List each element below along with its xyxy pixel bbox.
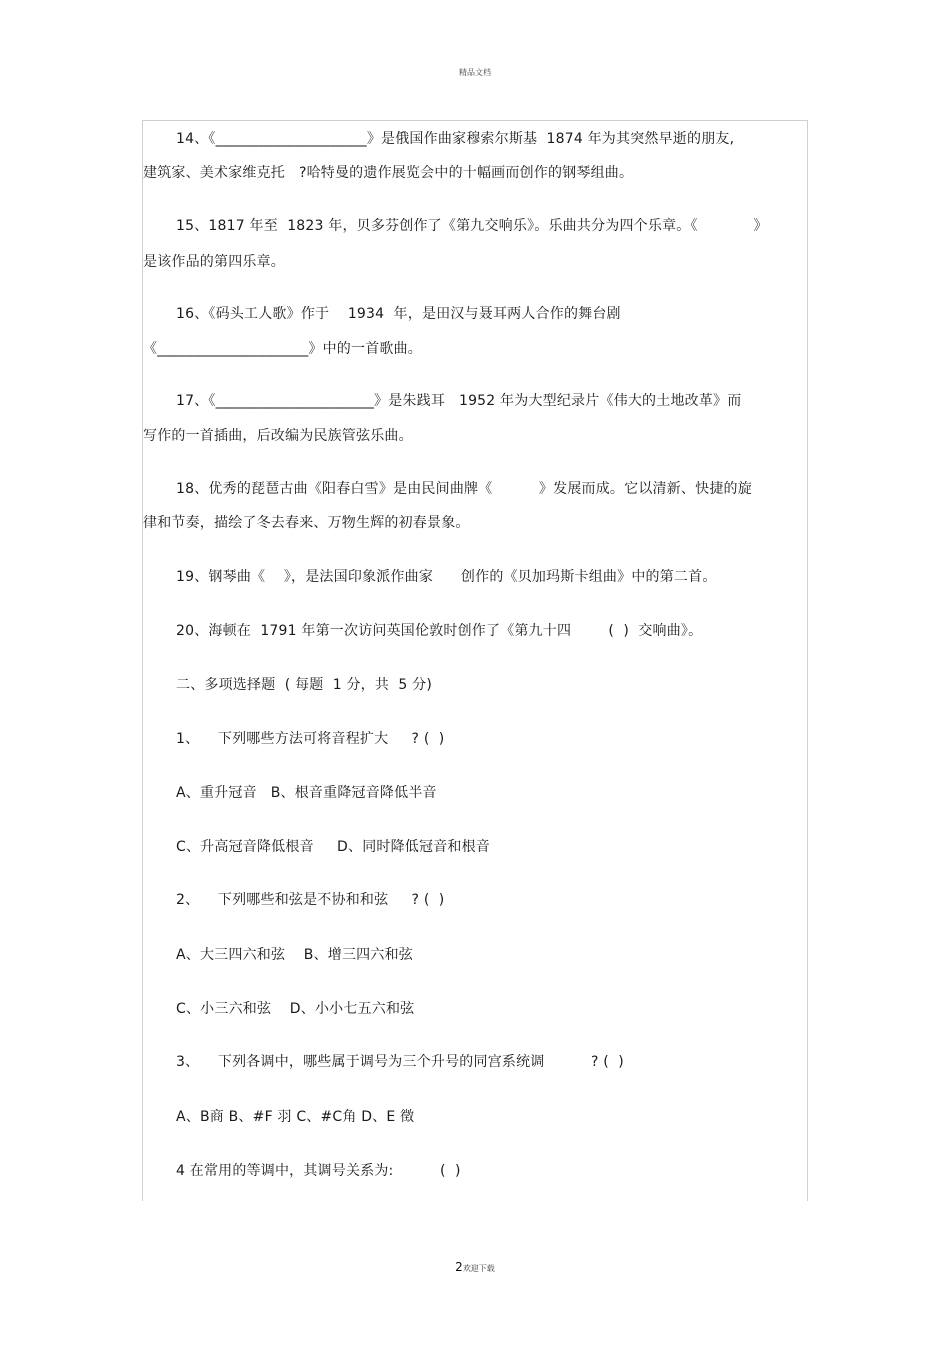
multiple-choice-1-options-cd: C、升高冠音降低根音 D、同时降低冠音和根音 — [176, 839, 491, 855]
multiple-choice-3-options: A、B商 B、#F 羽 C、#C角 D、E 徵 — [176, 1109, 415, 1125]
question-19: 19、钢琴曲《 》，是法国印象派作曲家 创作的《贝加玛斯卡组曲》中的第二首。 — [176, 569, 717, 585]
question-15-line-2: 是该作品的第四乐章。 — [143, 254, 285, 270]
question-17-line-2: 写作的一首插曲，后改编为民族管弦乐曲。 — [143, 428, 413, 444]
question-15-line-1: 15、1817 年至 1823 年，贝多芬创作了《第九交响乐》。乐曲共分为四个乐章。《 》 — [176, 218, 768, 234]
question-20: 20、海顿在 1791 年第一次访问英国伦敦时创作了《第九十四 ( ) 交响曲》。 — [176, 623, 703, 639]
multiple-choice-3: 3、 下列各调中，哪些属于调号为三个升号的同宫系统调 ? ( ) — [176, 1054, 624, 1070]
question-14-line-2: 建筑家、美术家维克托 ?哈特曼的遗作展览会中的十幅画而创作的钢琴组曲。 — [143, 165, 634, 181]
page-header-note: 精品文档 — [459, 68, 491, 77]
question-14-line-1: 14、《_____________________》是俄国作曲家穆索尔斯基 1874 年为其突然早逝的朋友, — [176, 131, 735, 147]
section-2-heading: 二、多项选择题 ( 每题 1 分，共 5 分) — [176, 677, 432, 693]
question-16-line-2: 《_____________________》中的一首歌曲。 — [143, 341, 422, 357]
multiple-choice-2-options-cd: C、小三六和弦 D、小小七五六和弦 — [176, 1001, 415, 1017]
footer-note: 欢迎下载 — [462, 1264, 495, 1273]
page-frame — [142, 120, 808, 1201]
question-16-line-1: 16、《码头工人歌》作于 1934 年，是田汉与聂耳两人合作的舞台剧 — [176, 306, 621, 322]
multiple-choice-2-options-ab: A、大三四六和弦 B、增三四六和弦 — [176, 947, 413, 963]
multiple-choice-4: 4 在常用的等调中，其调号关系为: ( ) — [176, 1163, 461, 1179]
question-17-line-1: 17、《______________________》是朱践耳 1952 年为大型纪录片《伟大的土地改革》而 — [176, 393, 742, 409]
page-number: 2 — [455, 1260, 463, 1274]
multiple-choice-1: 1、 下列哪些方法可将音程扩大 ? ( ) — [176, 731, 445, 747]
question-18-line-1: 18、优秀的琵琶古曲《阳春白雪》是由民间曲牌《 》发展而成。它以清新、快捷的旋 — [176, 481, 752, 497]
question-18-line-2: 律和节奏，描绘了冬去春来、万物生辉的初春景象。 — [143, 515, 470, 531]
page-footer — [0, 1260, 950, 1274]
multiple-choice-2: 2、 下列哪些和弦是不协和和弦 ? ( ) — [176, 892, 445, 908]
multiple-choice-1-options-ab: A、重升冠音 B、根音重降冠音降低半音 — [176, 785, 437, 801]
